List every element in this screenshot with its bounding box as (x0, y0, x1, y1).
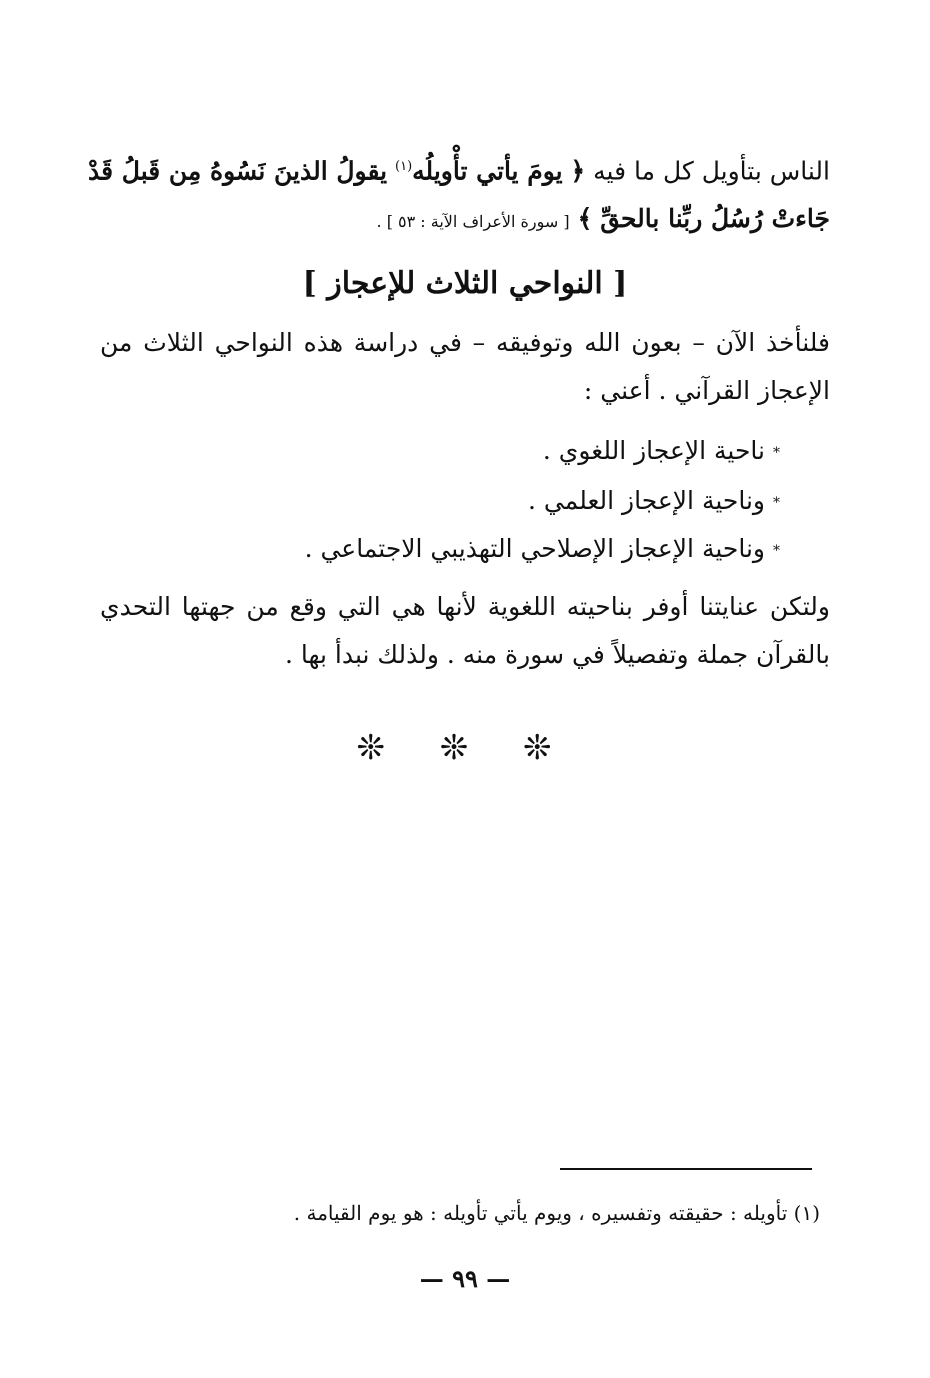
verse-citation: [ سورة الأعراف الآية : ٥٣ ] . (376, 212, 570, 231)
paragraph3-line1: ولتكن عنايتنا أوفر بناحيته اللغوية لأنها هي التي وقع من جهتها التحدي (100, 592, 830, 621)
paragraph1-line1-plain: الناس بتأويل كل ما فيه (593, 156, 830, 186)
bullet-item (305, 532, 780, 568)
page-number: — ٩٩ — (419, 1264, 511, 1293)
verse-close-bracket: ﴾ (577, 204, 593, 233)
footnote-text: (١) تأويله : حقيقته وتفسيره ، ويوم يأتي تأويله : هو يوم القيامة . (293, 1201, 820, 1225)
bullet-item (543, 434, 780, 470)
footnote-reference: (١) (395, 159, 413, 174)
bullet-star-icon: * (773, 542, 780, 559)
paragraph1-line2 (100, 202, 830, 239)
verse-text-part1: يومَ يأتي تأْويلُه (412, 156, 563, 186)
section-heading: [ النواحي الثلاث للإعجاز ] (302, 266, 628, 301)
paragraph1-line1 (87, 150, 830, 188)
bullet-text: وناحية الإعجاز الإصلاحي التهذيبي الاجتماعي . (304, 534, 765, 563)
verse-text-part2: يقولُ الذينَ نَسُوهُ مِن قَبلُ قَدْ (87, 156, 388, 186)
bullet-text: وناحية الإعجاز العلمي . (528, 486, 765, 515)
bullet-star-icon: * (773, 494, 780, 511)
paragraph2-line1: فلنأخذ الآن – بعون الله وتوفيقه – في دراسة هذه النواحي الثلاث من (100, 328, 830, 357)
paragraph2-line2: الإعجاز القرآني . أعني : (583, 376, 830, 405)
bullet-star-icon: * (773, 444, 780, 461)
bullet-text: ناحية الإعجاز اللغوي . (542, 436, 765, 465)
verse-text-part3: جَاءتْ رُسُلُ ربِّنا بالحقِّ (600, 204, 830, 233)
verse-open-bracket: ﴿ (570, 156, 586, 186)
section-separator-stars: ❊ ❊ ❊ (356, 728, 574, 768)
paragraph3-line2: بالقرآن جملة وتفصيلاً في سورة منه . ولذلك نبدأ بها . (284, 640, 830, 669)
bullet-item (528, 484, 780, 520)
footnote-rule (560, 1168, 812, 1170)
